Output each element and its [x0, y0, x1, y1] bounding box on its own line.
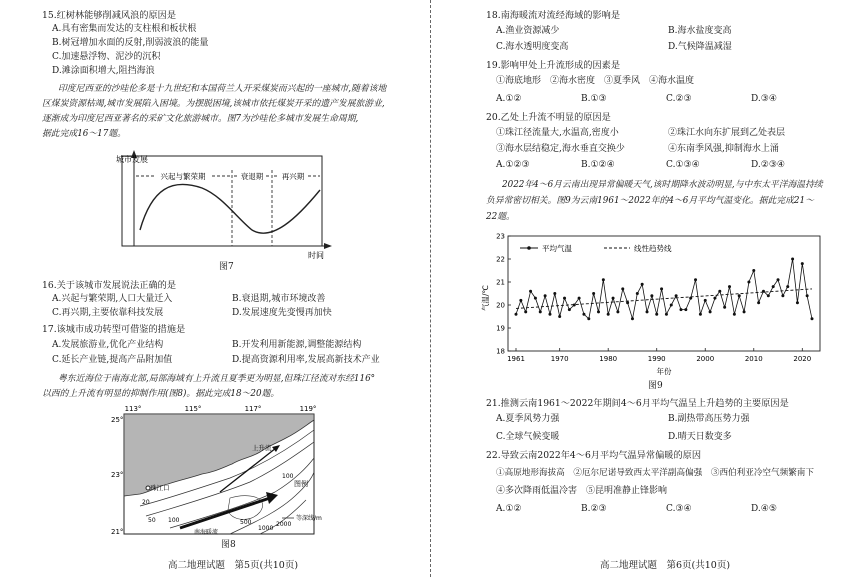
q17-option-b[interactable]: B.开发利用新能源,调整能源结构: [232, 340, 362, 350]
data-point: [612, 297, 615, 300]
q18-option-a[interactable]: A.渔业资源减少: [496, 26, 560, 36]
q15-option-a[interactable]: A.具有密集而发达的支柱根和板状根: [52, 24, 197, 34]
figure-8-upwelling-map: [110, 402, 335, 538]
y-tick-label: 18: [496, 347, 505, 356]
y-tick-label: 23: [496, 232, 505, 241]
passage-1-line-1: 印度尼西亚的沙哇伦多是十九世纪和本国荷兰人开采煤炭而兴起的一座城市,随着该地: [58, 84, 387, 94]
fig8-depth-500: 500: [240, 519, 252, 526]
data-point: [539, 310, 542, 313]
data-point: [811, 317, 814, 320]
data-point: [655, 313, 658, 316]
figure-7-caption: 图7: [219, 262, 234, 272]
data-point: [694, 278, 697, 281]
data-point: [675, 294, 678, 297]
data-point: [607, 313, 610, 316]
x-tick-label: 1961: [507, 355, 525, 363]
y-tick-label: 21: [496, 278, 505, 287]
passage-2-line-1: 粤东近海位于南海北部,局部海域有上升流且夏季更为明显,但珠江径流对东经116°: [58, 374, 376, 384]
q20-option-b[interactable]: B.①②④: [581, 160, 615, 170]
data-point: [791, 258, 794, 261]
q20-item-2: ②珠江水向东扩展到乙处表层: [668, 128, 786, 138]
data-point: [631, 317, 634, 320]
q20-item-3: ③海水层结稳定,海水垂直交换少: [496, 144, 625, 154]
q21-option-a[interactable]: A.夏季风势力强: [496, 414, 560, 424]
data-point: [801, 262, 804, 265]
q19-option-c[interactable]: C.②③: [666, 94, 692, 104]
fig8-depth-2000: 2000: [276, 521, 292, 528]
data-point: [524, 310, 527, 313]
data-point: [636, 292, 639, 295]
data-point: [553, 292, 556, 295]
fig8-lon-115: 115°: [184, 405, 202, 413]
passage-3-line-3: 22题。: [486, 212, 515, 222]
fig8-upwelling-label: 上升流: [252, 444, 272, 452]
q19-stem: 19.影响甲处上升流形成的因素是: [486, 60, 621, 71]
data-point: [563, 297, 566, 300]
fig8-legend-title: 图例: [294, 480, 308, 488]
figure-8-caption: 图8: [221, 540, 236, 550]
fig8-legend-isobath: 等深线/m: [296, 515, 322, 522]
data-point: [626, 301, 629, 304]
data-point: [646, 310, 649, 313]
data-point: [767, 294, 770, 297]
figure-9-caption: 图9: [648, 381, 663, 391]
q21-option-c[interactable]: C.全球气候变暖: [496, 432, 560, 442]
data-point: [616, 310, 619, 313]
data-point: [544, 294, 547, 297]
x-tick-label: 1980: [599, 355, 618, 363]
fig8-depth-100-b: 100: [282, 473, 294, 480]
fig8-depth-20: 20: [142, 499, 150, 506]
x-tick-label: 2000: [696, 355, 715, 363]
fig8-lat-25: 25°: [111, 416, 124, 424]
right-page-footer: 高二地理试题 第6页(共10页): [600, 560, 731, 571]
q17-option-a[interactable]: A.发展旅游业,优化产业结构: [52, 340, 164, 350]
data-point: [597, 310, 600, 313]
left-page: [0, 0, 420, 577]
data-point: [650, 294, 653, 297]
q20-option-c[interactable]: C.①③④: [666, 160, 700, 170]
data-point: [529, 290, 532, 293]
data-point: [757, 301, 760, 304]
right-page: [440, 0, 860, 577]
passage-3-line-1: 2022年4～6月云南出现异常偏暖天气,该时期降水波动明显,与中东太平洋海温持续: [502, 180, 823, 190]
legend-trend-line: 线性趋势线: [634, 244, 672, 253]
data-point: [777, 278, 780, 281]
data-point: [587, 317, 590, 320]
fig8-lon-119: 119°: [299, 405, 317, 413]
q22-option-a[interactable]: A.①②: [496, 504, 522, 514]
data-point: [679, 308, 682, 311]
data-point: [747, 281, 750, 284]
q19-option-b[interactable]: B.①③: [581, 94, 607, 104]
passage-2-line-2: 以西的上升流有明显的抑制作用(图8)。据此完成18～20题。: [42, 389, 280, 399]
fig7-stage-revival: 再兴期: [281, 172, 305, 181]
data-point: [728, 285, 731, 288]
q17-option-d[interactable]: D.提高资源利用率,发展高新技术产业: [232, 355, 380, 365]
data-point: [723, 306, 726, 309]
passage-1-line-4: 据此完成16～17题。: [42, 129, 126, 139]
y-tick-label: 19: [496, 324, 505, 333]
data-point: [568, 308, 571, 311]
q15-option-d[interactable]: D.滩涂面积增大,阻挡海浪: [52, 66, 155, 76]
q19-items: ①海底地形 ②海水密度 ③夏季风 ④海水温度: [496, 76, 695, 86]
q15-option-c[interactable]: C.加速悬浮物、泥沙的沉积: [52, 52, 161, 62]
data-point: [621, 287, 624, 290]
q16-option-a[interactable]: A.兴起与繁荣期,人口大量迁入: [52, 294, 173, 304]
q20-item-1: ①珠江径流量大,水温高,密度小: [496, 128, 619, 138]
passage-1-line-2: 区煤炭资源枯竭,城市发展陷入困境。为摆脱困境,该城市依托煤炭开采的遗产发展旅游业,: [42, 99, 385, 109]
data-point: [534, 297, 537, 300]
data-point: [733, 313, 736, 316]
y-tick-label: 20: [496, 301, 505, 310]
fig8-pearl-river-mouth: 珠江口: [150, 484, 170, 492]
data-point: [641, 283, 644, 286]
q15-option-b[interactable]: B.树冠增加水面的反射,削弱波浪的能量: [52, 38, 209, 48]
data-point: [752, 269, 755, 272]
data-point: [786, 285, 789, 288]
fig8-depth-100-a: 100: [168, 517, 180, 524]
q16-option-c[interactable]: C.再兴期,主要依靠科技发展: [52, 308, 164, 318]
data-point: [772, 285, 775, 288]
data-point: [592, 292, 595, 295]
data-point: [699, 313, 702, 316]
q20-item-4: ④东南季风强,抑制海水上涌: [668, 144, 779, 154]
data-point: [665, 313, 668, 316]
fig8-depth-1000: 1000: [258, 525, 274, 532]
y-tick-label: 22: [496, 255, 505, 264]
fig8-lon-113: 113°: [124, 405, 142, 413]
q22-option-b[interactable]: B.②③: [581, 504, 607, 514]
data-point: [806, 294, 809, 297]
legend-mean-temperature: 平均气温: [542, 244, 572, 253]
data-point: [558, 315, 561, 318]
q17-stem: 17.该城市成功转型可借鉴的措施是: [42, 324, 186, 335]
data-point: [578, 297, 581, 300]
data-point: [602, 278, 605, 281]
x-tick-label: 2010: [744, 355, 763, 363]
left-page-footer: 高二地理试题 第5页(共10页): [168, 560, 299, 571]
x-tick-label: 1970: [550, 355, 569, 363]
data-point: [670, 304, 673, 307]
figure-9-temperature-chart: [480, 228, 830, 378]
data-point: [781, 294, 784, 297]
chart-xlabel: 年份: [656, 367, 672, 376]
q21-stem: 21.推测云南1961～2022年期间4～6月平均气温呈上升趋势的主要原因是: [486, 398, 789, 409]
data-point: [684, 308, 687, 311]
data-point: [743, 310, 746, 313]
q19-option-a[interactable]: A.①②: [496, 94, 522, 104]
data-point: [548, 313, 551, 316]
fig7-ylabel: 城市发展: [116, 155, 148, 164]
data-point: [738, 294, 741, 297]
q20-stem: 20.乙处上升流不明显的原因是: [486, 112, 611, 123]
q22-option-d[interactable]: D.④⑤: [751, 504, 777, 514]
data-point: [718, 290, 721, 293]
q21-option-b[interactable]: B.副热带高压势力强: [668, 414, 750, 424]
fig8-depth-50: 50: [148, 517, 156, 524]
q18-option-c[interactable]: C.海水透明度变高: [496, 42, 569, 52]
figure-7-city-lifecycle: [112, 148, 337, 260]
q22-items-line-1: ①高原地形海拔高 ②厄尔尼诺导致西太平洋副高偏强 ③西伯利亚冷空气频繁南下: [496, 468, 814, 478]
q22-option-c[interactable]: C.③④: [666, 504, 692, 514]
fig7-xlabel: 时间: [308, 251, 324, 260]
q16-option-b[interactable]: B.衰退期,城市环境改善: [232, 294, 326, 304]
q19-option-d[interactable]: D.③④: [751, 94, 777, 104]
data-point: [582, 313, 585, 316]
fig7-stage-decline: 衰退期: [240, 172, 264, 181]
fig8-lat-23: 23°: [111, 471, 124, 479]
data-point: [704, 299, 707, 302]
q18-option-d[interactable]: D.气候降温减湿: [668, 42, 732, 52]
q16-stem: 16.关于该城市发展说法正确的是: [42, 280, 177, 291]
fig7-stage-boom: 兴起与繁荣期: [160, 172, 206, 181]
passage-1-line-3: 逐渐成为印度尼西亚著名的采矿文化旅游城市。图7为沙哇伦多城市发展生命周期,: [42, 114, 359, 124]
fig8-lon-117: 117°: [244, 405, 262, 413]
data-point: [709, 310, 712, 313]
q18-stem: 18.南海暖流对流经海域的影响是: [486, 10, 621, 21]
passage-3-line-2: 负异常密切相关。图9为云南1961～2022年的4～6月平均气温变化。据此完成21～: [486, 196, 814, 206]
q16-option-d[interactable]: D.发展速度先变慢再加快: [232, 308, 332, 318]
x-tick-label: 1990: [647, 355, 666, 363]
q17-option-c[interactable]: C.延长产业链,提高产品附加值: [52, 355, 173, 365]
page-divider: [430, 0, 431, 577]
data-point: [660, 287, 663, 290]
fig8-lat-21: 21°: [111, 528, 124, 536]
q22-items-line-2: ④多次降雨低温冷害 ⑤昆明准静止锋影响: [496, 486, 668, 496]
chart-ylabel: 气温/℃: [481, 285, 490, 311]
fig8-warm-current-label: 南海暖流: [194, 529, 219, 536]
q22-stem: 22.导致云南2022年4～6月平均气温异常偏暖的原因: [486, 450, 702, 461]
data-point: [519, 299, 522, 302]
x-tick-label: 2020: [793, 355, 812, 363]
data-point: [796, 301, 799, 304]
data-point: [713, 297, 716, 300]
legend-marker-mean: [527, 246, 531, 250]
q18-option-b[interactable]: B.海水盐度变高: [668, 26, 732, 36]
q20-option-d[interactable]: D.②③④: [751, 160, 785, 170]
q20-option-a[interactable]: A.①②③: [496, 160, 530, 170]
q21-option-d[interactable]: D.晴天日数变多: [668, 432, 732, 442]
data-point: [515, 313, 518, 316]
q15-stem: 15.红树林能够削减风浪的原因是: [42, 10, 177, 21]
